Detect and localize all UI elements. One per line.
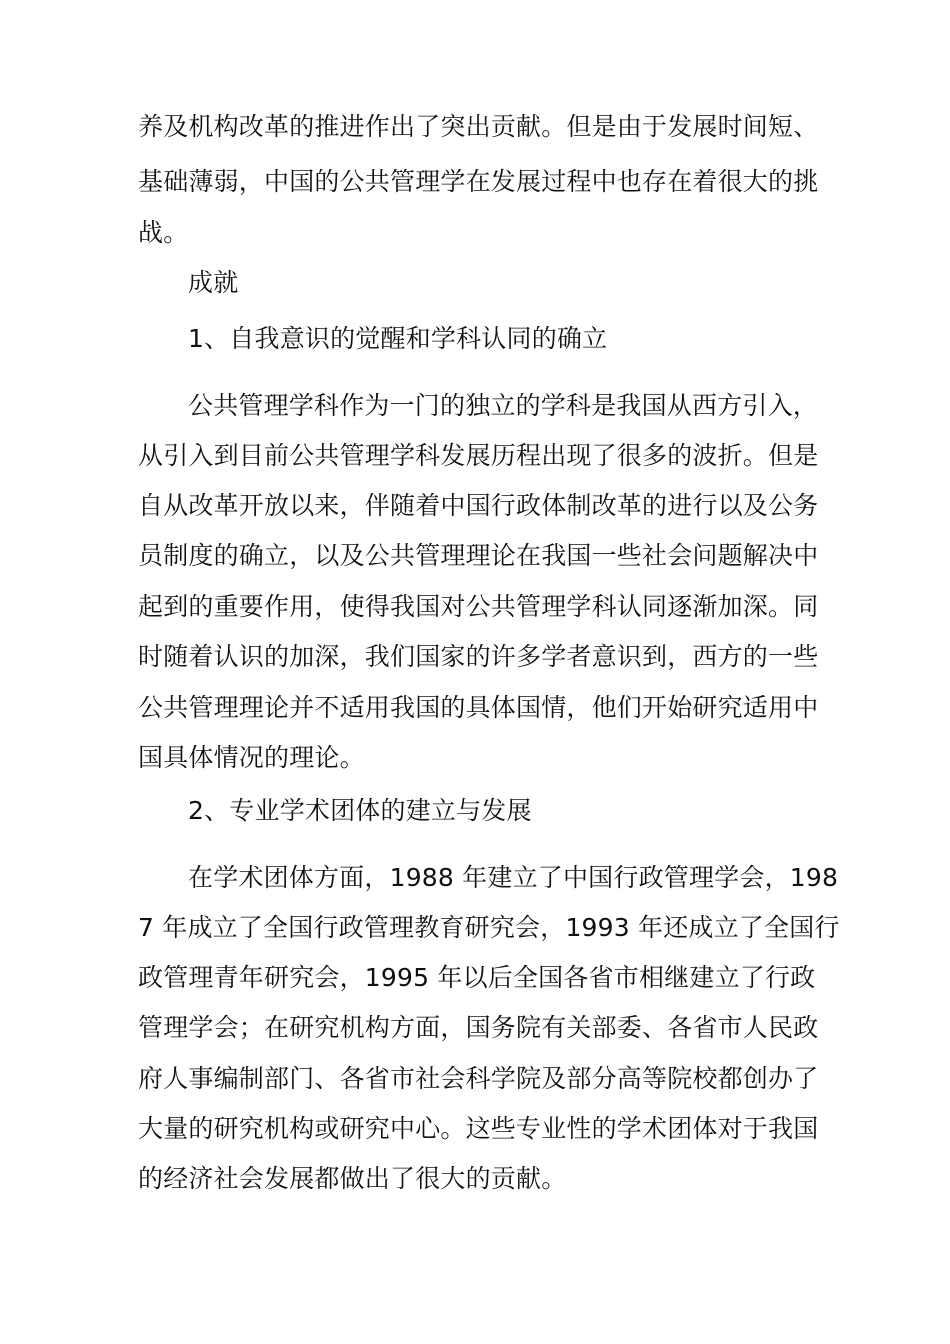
- paragraph-2-line: 在学术团体方面，1988 年建立了中国行政管理学会，198: [188, 863, 839, 892]
- paragraph-1-line: 员制度的确立，以及公共管理理论在我国一些社会问题解决中: [138, 541, 819, 570]
- paragraph-1-line: 起到的重要作用，使得我国对公共管理学科认同逐渐加深。同: [138, 592, 819, 621]
- paragraph-2-line: 府人事编制部门、各省市社会科学院及部分高等院校都创办了: [138, 1064, 819, 1093]
- paragraph-1-line: 国具体情况的理论。: [138, 743, 365, 772]
- paragraph-intro-line: 战。: [138, 218, 189, 247]
- paragraph-1-line: 公共管理学科作为一门的独立的学科是我国从西方引入，: [188, 391, 819, 420]
- paragraph-2-line: 的经济社会发展都做出了很大的贡献。: [138, 1164, 567, 1193]
- paragraph-2-line: 大量的研究机构或研究中心。这些专业性的学术团体对于我国: [138, 1114, 819, 1143]
- paragraph-1-line: 时随着认识的加深，我们国家的许多学者意识到，西方的一些: [138, 642, 819, 671]
- paragraph-1-line: 公共管理理论并不适用我国的具体国情，他们开始研究适用中: [138, 693, 819, 722]
- section-heading: 成就: [188, 268, 239, 297]
- paragraph-2-line: 7 年成立了全国行政管理教育研究会，1993 年还成立了全国行: [138, 913, 840, 942]
- paragraph-intro-line: 基础薄弱，中国的公共管理学在发展过程中也存在着很大的挑: [138, 167, 819, 196]
- paragraph-2-line: 政管理青年研究会，1995 年以后全国各省市相继建立了行政: [138, 963, 816, 992]
- subsection-heading-1: 1、自我意识的觉醒和学科认同的确立: [188, 324, 608, 353]
- paragraph-1-line: 从引入到目前公共管理学科发展历程出现了很多的波折。但是: [138, 441, 819, 470]
- subsection-heading-2: 2、专业学术团体的建立与发展: [188, 796, 532, 825]
- paragraph-intro-line: 养及机构改革的推进作出了突出贡献。但是由于发展时间短、: [138, 112, 819, 141]
- paragraph-2-line: 管理学会；在研究机构方面，国务院有关部委、各省市人民政: [138, 1013, 819, 1042]
- paragraph-1-line: 自从改革开放以来，伴随着中国行政体制改革的进行以及公务: [138, 491, 819, 520]
